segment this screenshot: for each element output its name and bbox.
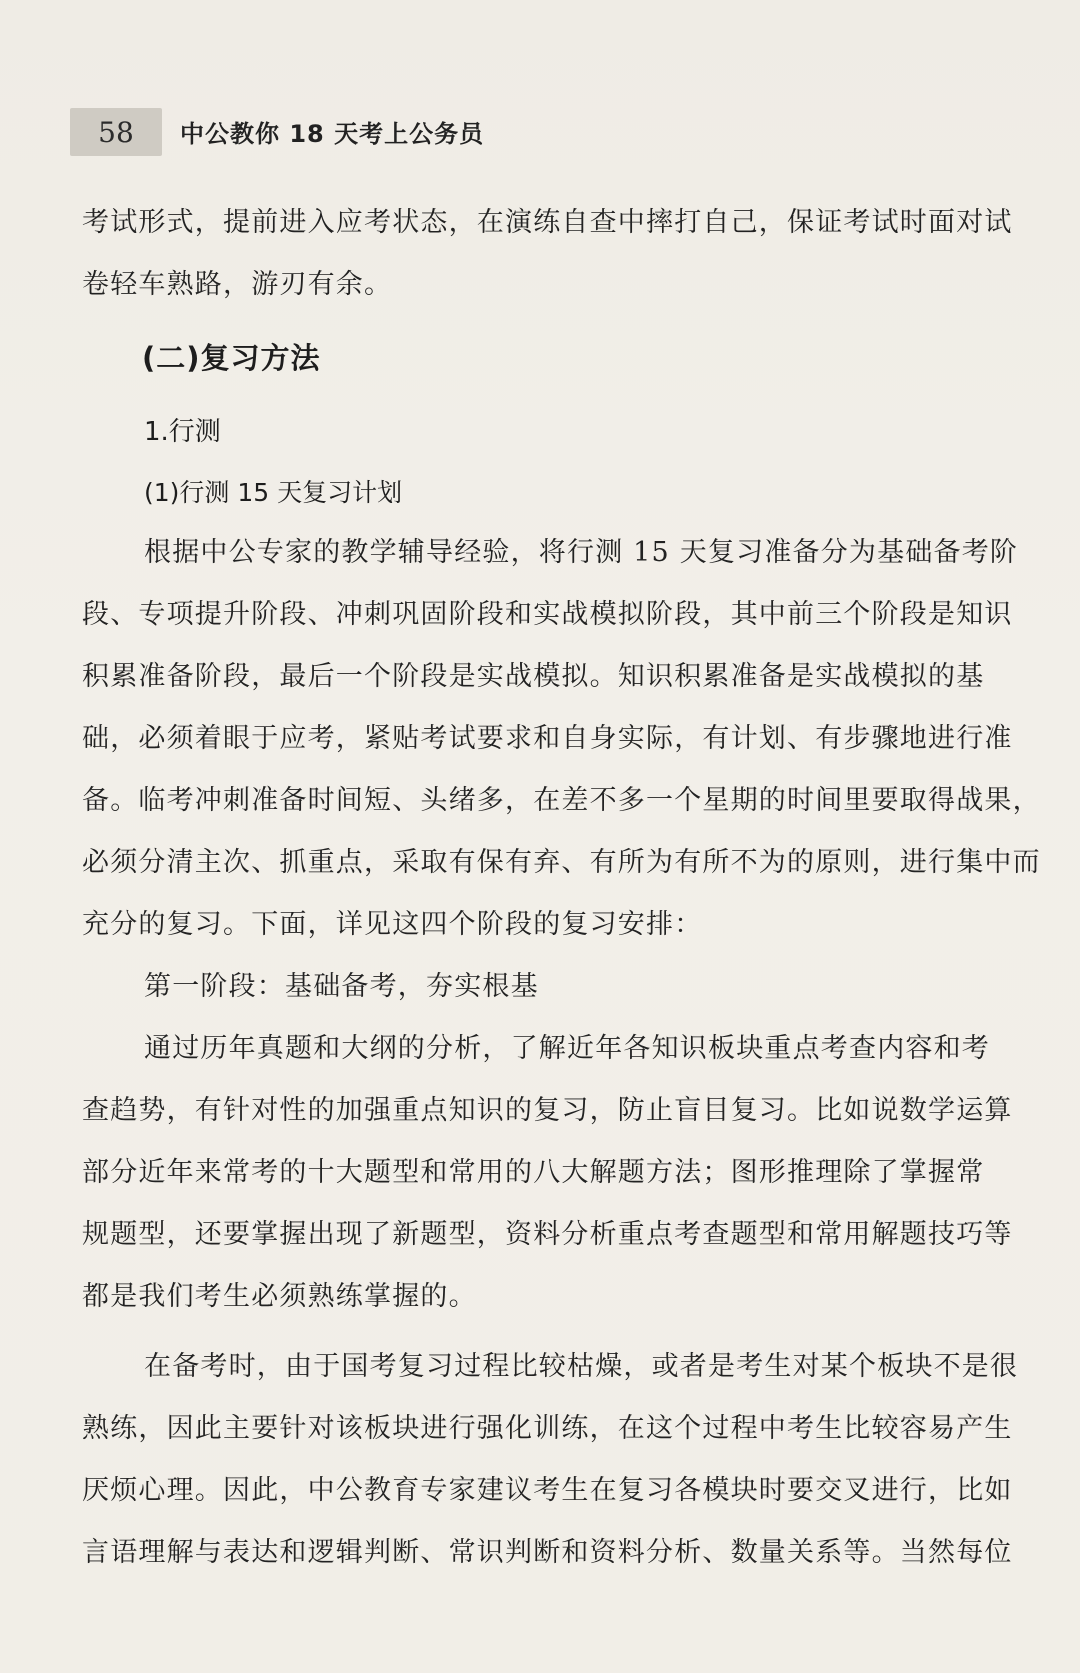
intro-line: 考试形式，提前进入应考状态，在演练自查中摔打自己，保证考试时面对试 [82,207,1013,238]
paragraph-line: 言语理解与表达和逻辑判断、常识判断和资料分析、数量关系等。当然每位 [82,1537,1013,1568]
paragraph-line: 充分的复习。下面，详见这四个阶段的复习安排： [82,909,703,940]
paragraph-line: 厌烦心理。因此，中公教育专家建议考生在复习各模块时要交叉进行，比如 [82,1475,1013,1506]
page-body [82,192,1042,1584]
paragraph-line: 积累准备阶段，最后一个阶段是实战模拟。知识积累准备是实战模拟的基 [82,661,985,692]
paragraph-line: 规题型，还要掌握出现了新题型，资料分析重点考查题型和常用解题技巧等 [82,1219,1013,1250]
sub-subsection-heading: (1)行测 15 天复习计划 [144,478,403,507]
paragraph-line: 段、专项提升阶段、冲刺巩固阶段和实战模拟阶段，其中前三个阶段是知识 [82,599,1013,630]
paragraph-line: 备。临考冲刺准备时间短、头绪多，在差不多一个星期的时间里要取得战果， [82,785,1041,816]
paragraph-1 [82,522,1042,956]
paragraph-line: 在备考时，由于国考复习过程比较枯燥，或者是考生对某个板块不是很 [144,1351,1019,1382]
paragraph-line: 都是我们考生必须熟练掌握的。 [82,1281,477,1312]
section-heading: (二)复习方法 [142,341,321,375]
paragraph-line: 础，必须着眼于应考，紧贴考试要求和自身实际，有计划、有步骤地进行准 [82,723,1013,754]
intro-line: 卷轻车熟路，游刃有余。 [82,269,393,300]
page-number: 58 [98,115,134,149]
page-header [70,108,1010,164]
paragraph-3 [82,1336,1042,1584]
paragraph-line: 必须分清主次、抓重点，采取有保有弃、有所为有所不为的原则，进行集中而 [82,847,1041,878]
paragraph-2 [82,1018,1042,1328]
paragraph-line: 部分近年来常考的十大题型和常用的八大解题方法；图形推理除了掌握常 [82,1157,985,1188]
running-title: 中公教你 18 天考上公务员 [180,120,485,148]
paragraph-gap [82,1328,1042,1336]
page-number-box [70,108,162,156]
paragraph-line: 熟练，因此主要针对该板块进行强化训练，在这个过程中考生比较容易产生 [82,1413,1013,1444]
paragraph-line: 根据中公专家的教学辅导经验，将行测 15 天复习准备分为基础备考阶 [144,537,1019,568]
stage1-title: 第一阶段：基础备考，夯实根基 [144,971,539,1002]
subsection-heading: 1.行测 [144,417,221,447]
paragraph-line: 查趋势，有针对性的加强重点知识的复习，防止盲目复习。比如说数学运算 [82,1095,1013,1126]
paragraph-line: 通过历年真题和大纲的分析，了解近年各知识板块重点考查内容和考 [144,1033,990,1064]
